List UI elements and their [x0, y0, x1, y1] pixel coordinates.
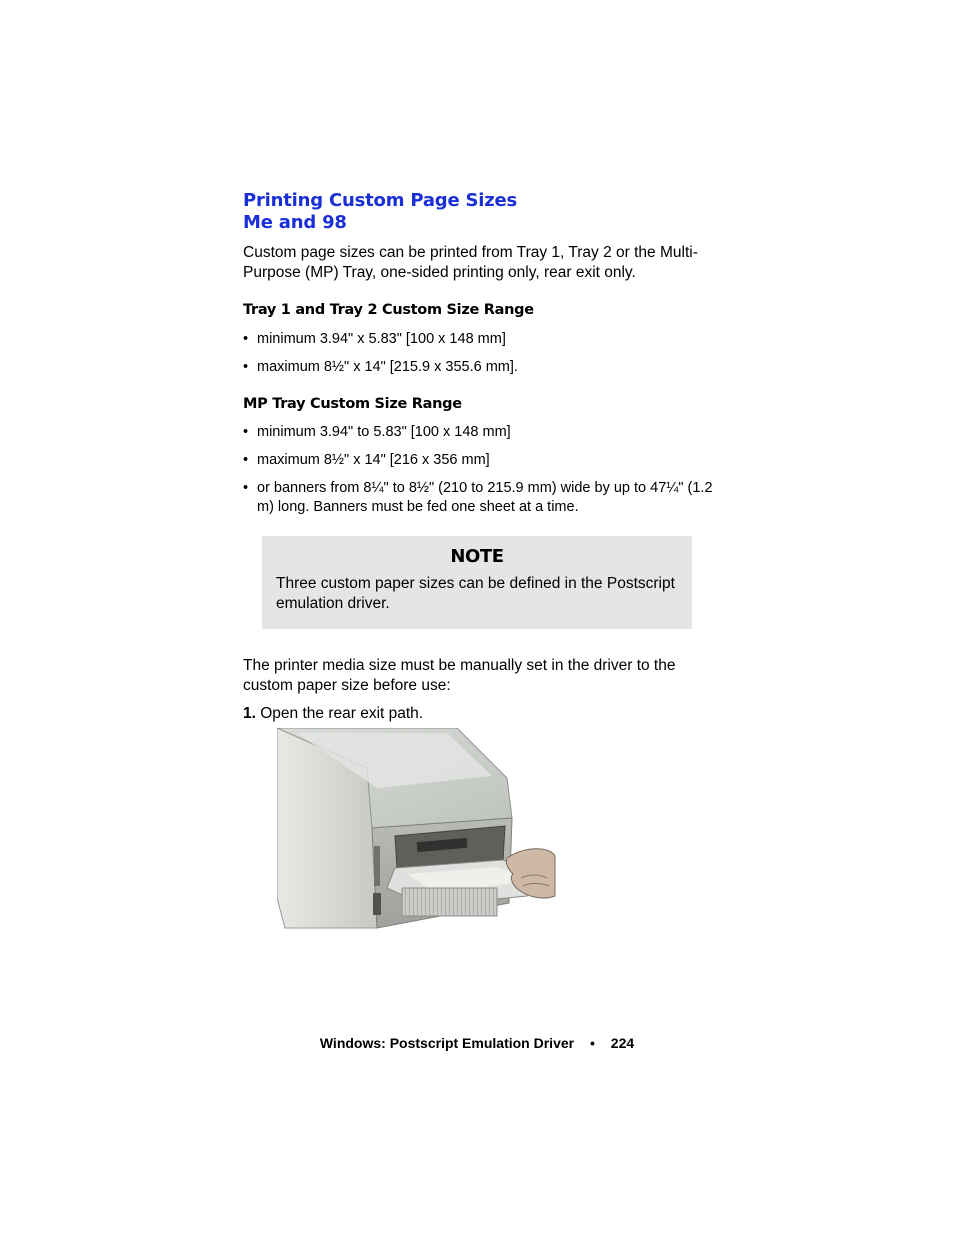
- printer-rear-exit-photo: [277, 728, 557, 934]
- note-box: [262, 536, 692, 629]
- list-item: [243, 479, 723, 517]
- step-number: 1.: [243, 705, 256, 722]
- intro-paragraph: Custom page sizes can be printed from Tray 1, Tray 2 or the Multi-Purpose (MP) Tray, one-sided printing only, rear exit only.: [243, 244, 698, 281]
- bullet-icon: •: [243, 424, 249, 440]
- list-item-text: maximum 8½" x 14" [215.9 x 355.6 mm].: [257, 359, 518, 375]
- section-title: [243, 190, 517, 234]
- list-item-text: maximum 8½" x 14" [216 x 356 mm]: [257, 452, 490, 468]
- tray12-heading: Tray 1 and Tray 2 Custom Size Range: [243, 302, 534, 318]
- list-item: [243, 423, 723, 442]
- footer-text: Windows: Postscript Emulation Driver: [319, 1035, 575, 1051]
- note-heading: NOTE: [450, 546, 504, 567]
- footer-separator: •: [589, 1035, 595, 1051]
- step-item: [243, 704, 423, 724]
- page-footer: [243, 1034, 711, 1052]
- list-item-text: or banners from 8¼" to 8½" (210 to 215.9 mm) wide by up to 47¼" (1.2 m) long. Banners must be fed one sheet at a time.: [257, 480, 713, 515]
- list-item-text: minimum 3.94" x 5.83" [100 x 148 mm]: [257, 331, 506, 347]
- list-item-text: minimum 3.94" to 5.83" [100 x 148 mm]: [257, 424, 511, 440]
- list-item: [243, 330, 723, 349]
- note-text: Three custom paper sizes can be defined in the Postscript emulation driver.: [276, 575, 675, 612]
- body-paragraph: The printer media size must be manually set in the driver to the custom paper size before use:: [243, 657, 676, 694]
- section-title-line2: Me and 98: [243, 212, 347, 233]
- list-item: [243, 451, 723, 470]
- mptray-heading: MP Tray Custom Size Range: [243, 396, 462, 412]
- page-number: 224: [610, 1035, 635, 1051]
- bullet-icon: •: [243, 452, 249, 468]
- bullet-icon: •: [243, 480, 249, 496]
- step-text: Open the rear exit path.: [260, 705, 424, 722]
- list-item: [243, 358, 723, 377]
- bullet-icon: •: [243, 359, 249, 375]
- section-title-line1: Printing Custom Page Sizes: [243, 190, 518, 211]
- bullet-icon: •: [243, 331, 249, 347]
